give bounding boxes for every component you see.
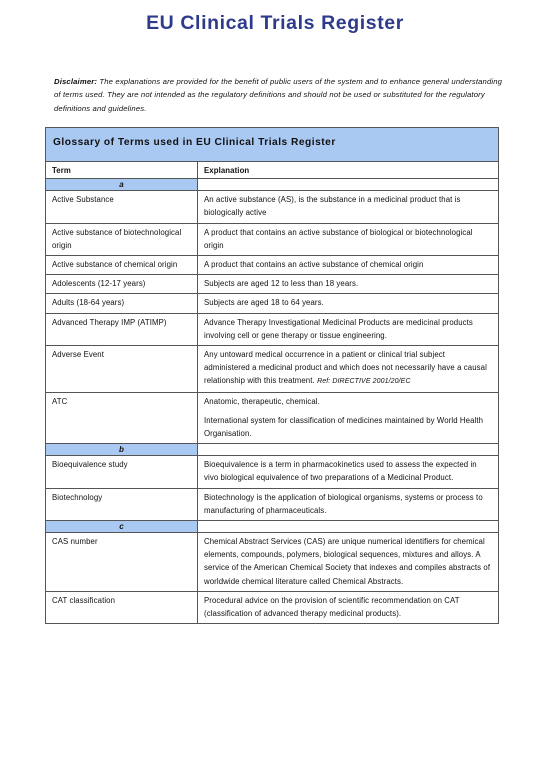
explanation-cell: Biotechnology is the application of biological organisms, systems or process to manufacturing of pharmaceuticals. [198,488,499,520]
table-row [46,346,498,393]
term-cell: Adolescents (12-17 years) [46,275,198,294]
table-row [46,223,498,255]
term-cell: Active Substance [46,191,198,223]
term-cell: Adverse Event [46,346,198,393]
explanation-cell: A product that contains an active substance of chemical origin [198,256,499,275]
term-cell: Active substance of chemical origin [46,256,198,275]
table-row [46,456,498,488]
term-cell: CAT classification [46,591,198,623]
explanation-cell: An active substance (AS), is the substance in a medicinal product that is biologically active [198,191,499,223]
explanation-cell: Advance Therapy Investigational Medicinal Products are medicinal products involving cell or gene therapy or tissue engineering. [198,313,499,345]
table-header-row [46,162,498,179]
table-row [46,488,498,520]
explanation-text: Any untoward medical occurrence in a patient or clinical trial subject administered a medicinal product and which does not necessarily have a causal relationship with this treatment. [204,350,487,386]
section-row-c [46,521,498,533]
table-row [46,191,498,223]
section-letter: a [46,179,198,191]
table-row [46,591,498,623]
table-row [46,533,498,592]
section-row-b [46,444,498,456]
glossary-header [46,128,498,162]
explanation-cell: Procedural advice on the provision of scientific recommendation on CAT (classification of advanced therapy medicinal products). [198,591,499,623]
term-cell: ATC [46,392,198,444]
table-row [46,256,498,275]
section-row-a [46,179,498,191]
glossary-table [46,162,498,623]
explanation-cell: Subjects are aged 12 to less than 18 years. [198,275,499,294]
explanation-cell: Subjects are aged 18 to 64 years. [198,294,499,313]
term-cell: Active substance of biotechnological origin [46,223,198,255]
table-row [46,294,498,313]
disclaimer-label: Disclaimer: [54,77,98,86]
disclaimer [54,75,504,115]
term-cell: Advanced Therapy IMP (ATIMP) [46,313,198,345]
term-cell: Biotechnology [46,488,198,520]
term-cell: CAS number [46,533,198,592]
glossary-heading: Glossary of Terms used in EU Clinical Trials Register [53,137,336,148]
disclaimer-text: The explanations are provided for the benefit of public users of the system and to enhance general understanding of terms used. They are not intended as the regulatory definitions and should not be used or substituted for the regulatory definitions and guidelines. [54,77,503,113]
section-letter: b [46,444,198,456]
page-title: EU Clinical Trials Register [146,12,404,34]
explanation-cell [198,392,499,444]
term-cell: Adults (18-64 years) [46,294,198,313]
term-cell: Bioequivalence study [46,456,198,488]
table-row [46,275,498,294]
section-letter: c [46,521,198,533]
column-header-explanation: Explanation [198,162,499,179]
explanation-cell: Bioequivalence is a term in pharmacokinetics used to assess the expected in vivo biological equivalence of two preparations of a Medicinal Product. [198,456,499,488]
table-row [46,392,498,444]
explanation-cell: A product that contains an active substance of biological or biotechnological origin [198,223,499,255]
explanation-text: Anatomic, therapeutic, chemical. [204,396,320,406]
explanation-text-secondary: International system for classification of medicines maintained by World Health Organisation. [204,415,484,439]
glossary-box [45,127,499,624]
table-row [46,313,498,345]
explanation-cell: Chemical Abstract Services (CAS) are unique numerical identifiers for chemical elements, compounds, polymers, biological sequences, mixtures and alloys. A service of the American Chemical Society that indexes and compiles abstracts of worldwide chemical literature called Chemical Abstracts. [198,533,499,592]
reference-text: Ref: DIRECTIVE 2001/20/EC [317,378,411,386]
column-header-term: Term [46,162,198,179]
explanation-cell [198,346,499,393]
